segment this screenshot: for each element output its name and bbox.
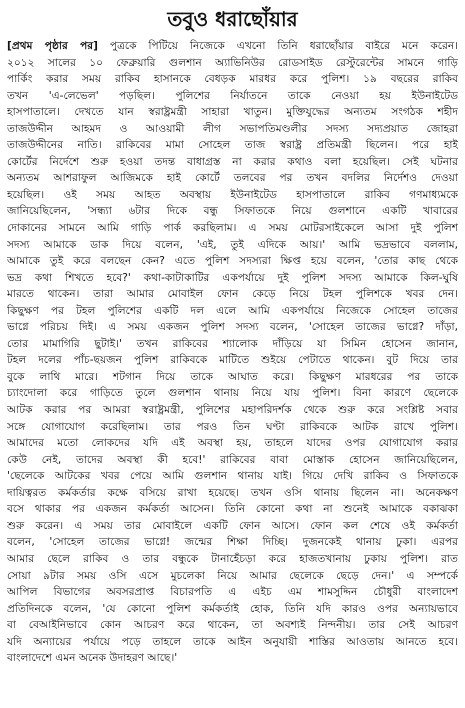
article-line: সঙ্গে যোগাযোগ করেছিলাম। তার পরও তিন ঘণ্টা রাকিবকে আটক রাখে পুলিশ। [7, 420, 458, 433]
article-line: আমাকে তুই করে বলছেন কেন? এতে পুলিশ সদস্যরা ক্ষিপ্ত হয়ে বলেন, 'তোর কাছ থেকে [7, 255, 458, 268]
article-line: চ্যাংদোলা করে গাড়িতে তুলে গুলশান থানায় নিয়ে যায় পুলিশ। বিনা কারণে ছেলেকে [7, 387, 458, 400]
article-line: তোর মামাগিরি ছুটাই।' তখন রাকিবের শ্যালোক দাঁড়িয়ে যা সিমিন হোসেন জানান, [7, 337, 458, 350]
article-line: টহল দলের পাঁচ-ছয়জন পুলিশ রাকিবকে মাটিতে শুইয়ে পেটাতে থাকেন। বুট দিয়ে তার [7, 354, 458, 367]
article-line: কিছুক্ষণ পর টহল পুলিশের একটি দল এলে আমি একপর্যায়ে নিজেকে সোহেল তাজের [7, 304, 458, 317]
article-line: কেউ নেই, তাদের অবস্থা কী হবে!' রাকিবের বাবা মোস্তাক হোসেন জানিয়েছিলেন, [7, 453, 458, 466]
article-line: দায়িত্বরত কর্মকর্তার কক্ষে বসিয়ে রাখা হয়েছে। তখন ওসি থানায় ছিলেন না। অনেকক্ষণ [7, 486, 458, 499]
article-line: বাংলাদেশে এমন অনেক উদাহরণ আছে।' [7, 652, 178, 665]
article-line: হাসপাতালে। দেখতে যান স্বরাষ্ট্রমন্ত্রী সাহারা খাতুন। মুক্তিযুদ্ধের অন্যতম সংগঠক শহীদ [7, 106, 458, 119]
article-line: বসে থাকার পর একজন কর্মকর্তা আসেন। তিনি কোনো কথা না শুনেই আমাকে বকাঝকা [7, 503, 458, 516]
article-line: জানিয়েছিলেন, 'সন্ধ্যা ৬টার দিকে বন্ধু সিফাতকে নিয়ে গুলশানে একটি খাবারের [7, 205, 458, 218]
article-line: যদি অন্যায়ের পর্যায়ে পড়ে তাহলে তাকে আইন অনুযায়ী শাস্তির আওতায় আনতে হবে। [7, 635, 458, 648]
article-line: আমাদের মতো লোকদের যদি এই অবস্থা হয়, তাহলে যাদের ওপর যোগাযোগ করার [7, 437, 458, 450]
article-line-text: পুত্রকে পিটিয়ে নিজেকে এখনো তিনি ধরাছোঁয়ার বাইরে মনে করেন। [97, 40, 458, 52]
article-line: মারতে থাকেন। তারা আমার মোবাইল ফোন কেড়ে নিয়ে টহল পুলিশকে খবর দেন। [7, 288, 458, 301]
article-line: তাজউদ্দীন আহমদ ও আওয়ামী লীগ সভাপতিমণ্ডলীর সদস্য সদ্যপ্রয়াত জোহরা [7, 122, 458, 135]
continued-label: [প্রথম পৃষ্ঠার পর] [7, 40, 98, 52]
article-line: পার্কিং করার সময় রাকিব হাসানকে বেধড়ক মারধর করে পুলিশ। ১৯ বছরের রাকিব [7, 73, 458, 86]
article-line: তাজউদ্দীনের নাতি। রাকিবের মামা সোহেল তাজ স্বরাষ্ট্র প্রতিমন্ত্রী ছিলেন। পরে হাই [7, 139, 458, 152]
article-line: তখন 'এ-লেভেল' পড়ছিল। পুলিশের নির্যাতনে তাকে নেওয়া হয় ইউনাইটেড [7, 89, 458, 102]
article-line: অন্যতম আশরাফুল আজিমকে হাই কোর্টে তলবের পর তখন বদলির নির্দেশও দেওয়া [7, 172, 458, 185]
article-line: বুকে লাথি মারে। শটগান দিয়ে তাকে আঘাত করে। কিছুক্ষণ মারধরের পর তাকে [7, 370, 458, 383]
article-line: সোয়া ৯টার সময় ওসি এসে মুচলেকা নিয়ে আমার ছেলেকে ছেড়ে দেন।' এ সম্পর্কে [7, 569, 458, 582]
article-line: ভাগ্নে পরিচয় দিই। এ সময় একজন পুলিশ সদস্য বলেন, 'সোহেল তাজের ভাগ্নে? দাঁড়া, [7, 321, 458, 334]
article-line: ভদ্র কথা শিখতে হবে?' কথা-কাটাকাটির একপর্যায়ে দুই পুলিশ সদস্য আমাকে কিল-ঘুষি [7, 271, 458, 284]
article-line: আটক করার পর আমরা স্বরাষ্ট্রমন্ত্রী, পুলিশের মহাপরিদর্শক থেকে শুরু করে সংশ্লিষ্ট সবার [7, 404, 458, 417]
article-line: শুরু করেন। এ সময় তার মোবাইলে একটি ফোন আসে। ফোন কল শেষে ওই কর্মকর্তা [7, 519, 458, 532]
article-line: বলেন, 'সোহেল তাজের ভাগ্নে! জন্মের শিক্ষা দিচ্ছি। দুজনকেই থানায় ঢুকা। এরপর [7, 536, 458, 549]
article-line: বা বেআইনিভাবে কোন আচরণ করে থাকেন, তা অবশ্যই নিন্দনীয়। তার সেই আচরণ [7, 619, 458, 632]
article-line: কোর্টের নির্দেশে শুরু হওয়া তদন্ত বাধাগ্রস্ত না করার কথাও বলা হয়েছিল। সেই ঘটনার [7, 155, 458, 168]
article-line: সদস্য আমাকে ডাক দিয়ে বলেন, 'এই, তুই এদিকে আয়।' আমি ভদ্রভাবে বললাম, [7, 238, 458, 251]
article-line: প্রতিদিনকে বলেন, 'যে কোনো পুলিশ কর্মকর্তাই হোক, তিনি যদি কারও ওপর অন্যায়ভাবে [7, 602, 458, 615]
article-line: আমার ছেলে রাকিব ও তার বন্ধুকে টানাহেঁচড়া করে হাজতখানায় ঢুকায় পুলিশ। রাত [7, 552, 458, 565]
article-line: দোকানের সামনে আমি গাড়ি পার্ক করছিলাম। এ সময় মোটরসাইকেলে আসা দুই পুলিশ [7, 222, 458, 235]
article-line: হয়েছিল। ওই সময় আহত অবস্থায় ইউনাইটেড হাসপাতালে রাকিব গণমাধ্যমকে [7, 188, 458, 201]
article-line [7, 38, 458, 55]
article-headline: তবুও ধরাছোঁয়ার [167, 7, 298, 31]
article-line: 'ছেলেকে আটকের খবর পেয়ে আমি গুলশান থানায় যাই। গিয়ে দেখি রাকিব ও সিফাতকে [7, 470, 458, 483]
article-line: ২০১২ সালের ১০ ফেব্রুয়ারি গুলশান অ্যাভিনিউর রোডসাইড রেস্টুরেন্টের সামনে গাড়ি [7, 56, 458, 69]
article-body [7, 38, 458, 667]
article-line: আপিল বিভাগের অবসরপ্রাপ্ত বিচারপতি এ এইচ এম শামসুদ্দিন চৌধুরী বাংলাদেশ [7, 586, 458, 599]
